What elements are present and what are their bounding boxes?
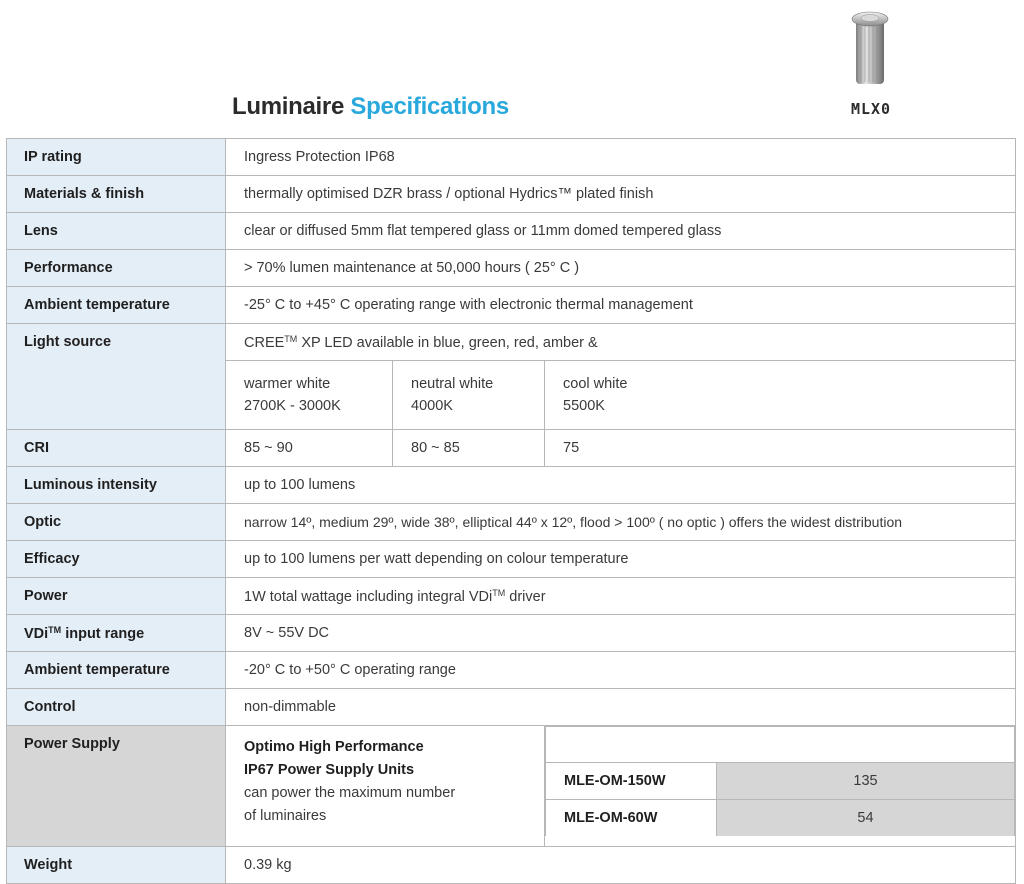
table-row [7,847,1016,884]
temp-name: neutral white [411,376,494,392]
ps-title-line1: Optimo High Performance [244,739,424,755]
power-suffix: driver [505,588,546,605]
trademark-mark: TM [284,333,298,344]
temp-cell-warm [226,361,393,430]
light-source-suffix: XP LED available in blue, green, red, amber & [297,334,598,351]
power-prefix: 1W total wattage including integral VDi [244,588,493,605]
row-label: Efficacy [7,541,226,578]
power-value [226,578,1016,615]
temp-cell-neutral [393,361,545,430]
row-label: IP rating [7,139,226,176]
table-row [7,467,1016,504]
cri-value: 80 ~ 85 [393,430,545,467]
table-row [7,726,1016,847]
temp-kelvin: 4000K [411,398,453,414]
ps-model-row [546,763,1015,800]
title-part1: Luminaire [232,93,344,120]
spec-table [6,138,1016,884]
trademark-mark: TM [48,624,62,635]
row-value: up to 100 lumens [226,467,1016,504]
row-value: -20° C to +50° C operating range [226,652,1016,689]
ps-model-row [546,800,1015,837]
row-value: Ingress Protection IP68 [226,139,1016,176]
row-label: Power Supply [7,726,226,847]
light-source-prefix: CREE [244,334,285,351]
ps-model-count: 135 [717,763,1015,800]
temp-name: warmer white [244,376,331,392]
row-value: non-dimmable [226,689,1016,726]
row-label: Luminous intensity [7,467,226,504]
power-supply-models [545,726,1016,847]
row-label: Materials & finish [7,176,226,213]
row-label: Light source [7,324,226,430]
title-part2: Specifications [350,93,509,120]
ps-desc-line2: of luminaires [244,808,327,824]
table-row [7,541,1016,578]
trademark-mark: TM [492,587,506,598]
table-row [7,652,1016,689]
temp-name: cool white [563,376,628,392]
cri-value: 85 ~ 90 [226,430,393,467]
row-value: thermally optimised DZR brass / optional Hydrics™ plated finish [226,176,1016,213]
row-label: Weight [7,847,226,884]
table-row [7,430,1016,467]
ps-desc-line1: can power the maximum number [244,785,456,801]
table-row [7,287,1016,324]
row-label: Lens [7,213,226,250]
table-row [7,213,1016,250]
temp-cell-cool [545,361,1016,430]
row-value: > 70% lumen maintenance at 50,000 hours ( 25° C ) [226,250,1016,287]
page-title [232,93,509,121]
cri-value: 75 [545,430,1016,467]
row-value: 0.39 kg [226,847,1016,884]
temp-kelvin: 5500K [563,398,605,414]
vdi-suffix: input range [61,625,145,642]
row-label: Ambient temperature [7,652,226,689]
luminaire-product-image [850,8,890,86]
ps-model-name: MLE-OM-60W [546,800,717,837]
row-value: up to 100 lumens per watt depending on colour temperature [226,541,1016,578]
row-label: Optic [7,504,226,541]
temp-kelvin: 2700K - 3000K [244,398,341,414]
row-label: Ambient temperature [7,287,226,324]
table-row [7,250,1016,287]
ps-blank-row [546,727,1015,763]
vdi-prefix: VDi [24,625,49,642]
table-row [7,689,1016,726]
row-value: clear or diffused 5mm flat tempered glass or 11mm domed tempered glass [226,213,1016,250]
row-value: -25° C to +45° C operating range with electronic thermal management [226,287,1016,324]
ps-model-count: 54 [717,800,1015,837]
row-label: Control [7,689,226,726]
light-source-value [226,324,1016,361]
power-supply-desc [226,726,545,847]
table-row [7,176,1016,213]
ps-model-name: MLE-OM-150W [546,763,717,800]
ps-title-line2: IP67 Power Supply Units [244,762,415,778]
table-row [7,615,1016,652]
row-value: narrow 14º, medium 29º, wide 38º, elliptical 44º x 12º, flood > 100º ( no optic ) offers the widest distribution [226,504,1016,541]
table-row [7,578,1016,615]
table-row [7,139,1016,176]
table-row [7,504,1016,541]
table-row [7,324,1016,361]
row-label: Performance [7,250,226,287]
ps-model-table [545,726,1015,836]
vdi-label [7,615,226,652]
product-name: MLX0 [850,100,892,118]
row-value: 8V ~ 55V DC [226,615,1016,652]
row-label: CRI [7,430,226,467]
row-label: Power [7,578,226,615]
